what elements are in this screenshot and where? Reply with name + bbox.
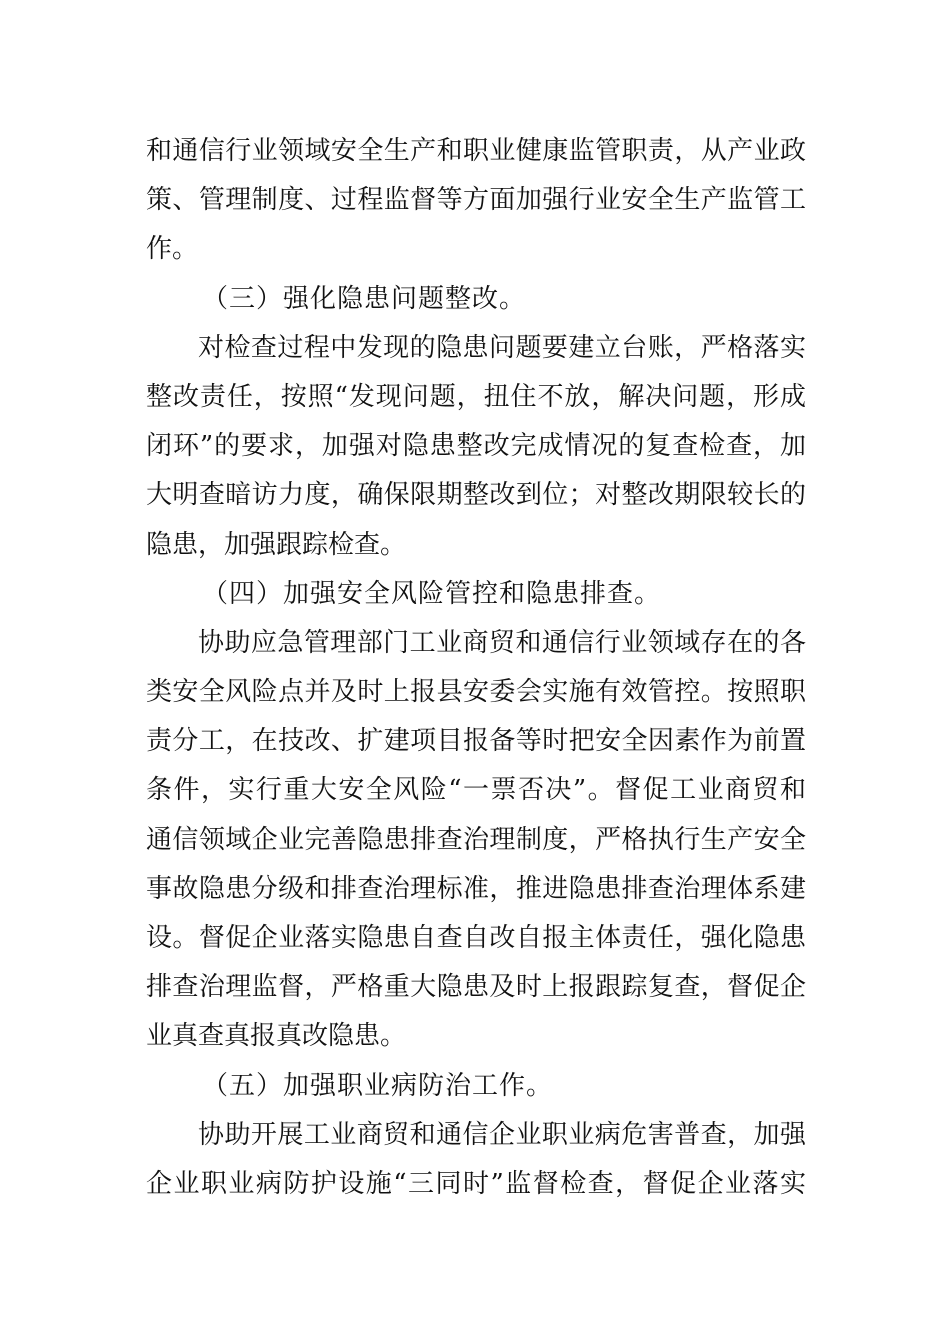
text-line: 企业职业病防护设施“三同时”监督检查，督促企业落实: [146, 1168, 806, 1199]
section-heading: （三）强化隐患问题整改。: [202, 283, 527, 314]
paragraph: [146, 1111, 806, 1209]
text-line: 大明查暗访力度，确保限期整改到位；对整改期限较长的: [146, 480, 806, 511]
text-line: 设。督促企业落实隐患自查自改自报主体责任，强化隐患: [146, 923, 806, 953]
text-line: 排查治理监督，严格重大隐患及时上报跟踪复查，督促企: [146, 972, 806, 1003]
text-line: 整改责任，按照“发现问题，扭住不放，解决问题，形成: [146, 381, 806, 412]
text-line: 条件，实行重大安全风险“一票否决”。督促工业商贸和: [146, 775, 806, 806]
text-line: 对检查过程中发现的隐患问题要建立台账，严格落实: [198, 332, 806, 363]
text-line: 协助应急管理部门工业商贸和通信行业领域存在的各: [198, 627, 806, 658]
paragraph: [146, 324, 806, 570]
text-line: 作。: [146, 234, 199, 265]
paragraph: [146, 127, 806, 275]
section-heading: （四）加强安全风险管控和隐患排查。: [202, 578, 662, 609]
text-line: 和通信行业领域安全生产和职业健康监管职责，从产业政: [146, 136, 806, 166]
text-line: 协助开展工业商贸和通信企业职业病危害普查，加强: [198, 1119, 806, 1150]
text-line: 闭环”的要求，加强对隐患整改完成情况的复查检查，加: [146, 431, 806, 462]
text-line: 策、管理制度、过程监督等方面加强行业安全生产监管工: [146, 185, 806, 216]
text-line: 责分工，在技改、扩建项目报备等时把安全因素作为前置: [146, 726, 806, 757]
text-line: 事故隐患分级和排查治理标准，推进隐患排查治理体系建: [146, 873, 806, 904]
text-line: 隐患，加强跟踪检查。: [146, 529, 407, 560]
text-line: 类安全风险点并及时上报县安委会实施有效管控。按照职: [146, 677, 806, 708]
document-page: [146, 127, 806, 1209]
text-line: 通信领域企业完善隐患排查治理制度，严格执行生产安全: [146, 824, 806, 855]
paragraph: [146, 619, 806, 1062]
section-heading: （五）加强职业病防治工作。: [202, 1070, 554, 1101]
text-line: 业真查真报真改隐患。: [146, 1021, 407, 1052]
